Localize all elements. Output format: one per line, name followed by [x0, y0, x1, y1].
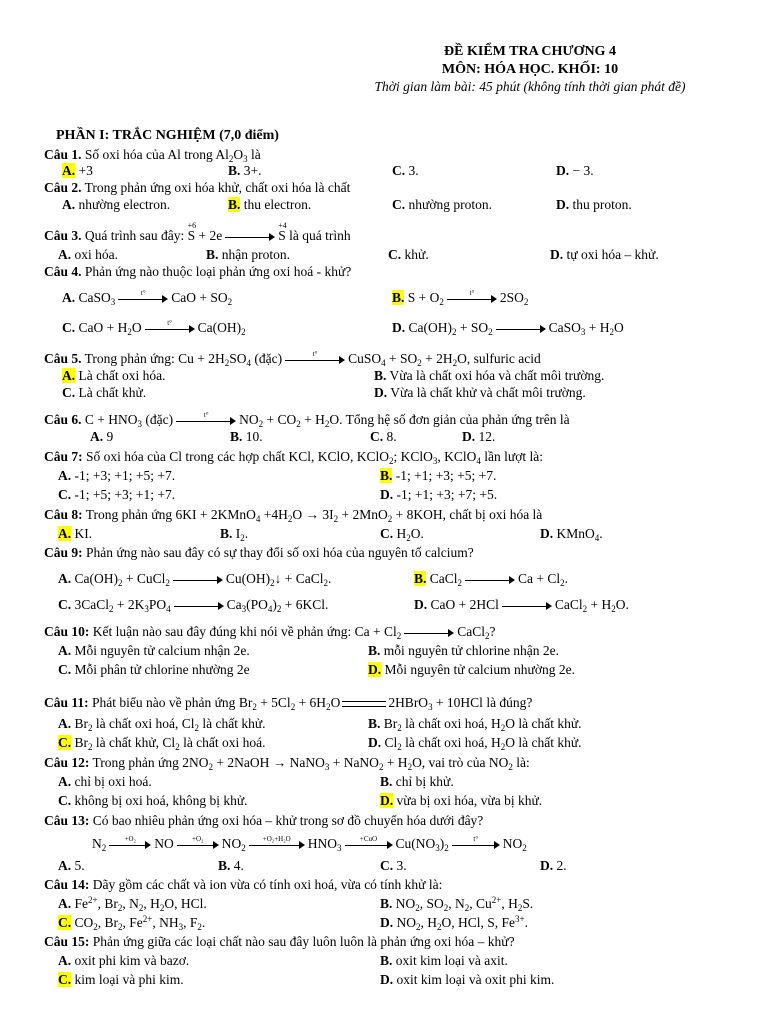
q1-option-b[interactable]: B. 3+. — [228, 163, 262, 178]
q12-option-c[interactable]: C. không bị oxi hoá, không bị khử. — [58, 793, 248, 808]
q2-option-c[interactable]: C. nhường proton. — [392, 197, 492, 212]
q6-option-b[interactable]: B. 10. — [230, 429, 263, 444]
question-5: Câu 5. Trong phản ứng: $Cu + 2H_2SO_4$ (đặc) t° CuSO$_4$ + $SO_2 + 2H_2O$, sulfuric acid — [44, 349, 541, 368]
q10-option-d[interactable]: D. Mỗi nguyên tử calcium nhường 2e. — [368, 662, 575, 677]
q9-option-a[interactable]: A. $Ca(OH)_2$ + CuCl$_2$ $Cu(OH)_2↓$ + CaCl$_2$. — [58, 571, 332, 588]
question-8: Câu 8: Trong phản ứng 6KI + 2KMnO$_4$ $+4H_2O \to 3I_2 + 2MnO_2 + 8KOH$, chất bị oxi hóa là — [44, 507, 543, 524]
question-2: Câu 2. Trong phản ứng oxi hóa khử, chất oxi hóa là chất — [44, 180, 351, 195]
q14-option-a[interactable]: A. $Fe^{2+}$, $Br_2$, $N_2$, $H_2O$, HCl. — [58, 895, 207, 913]
q5-option-c[interactable]: C. Là chất khử. — [62, 385, 147, 400]
q4-option-d[interactable]: D. $Ca(OH)_2 + SO_2$ CaSO$_3$ + $H_2O$ — [392, 320, 624, 337]
question-11: Câu 11: Phát biểu nào về phản ứng $Br_2 + 5Cl_2 + 6H_2O$ 2HBrO$_3$ + 10HCl là đúng? — [44, 695, 533, 712]
q10-option-a[interactable]: A. Mỗi nguyên tử calcium nhận 2e. — [58, 643, 250, 658]
question-4: Câu 4. Phản ứng nào thuộc loại phản ứng oxi hoá - khử? — [44, 264, 352, 279]
q11-option-b[interactable]: B. $Br_2$ là chất oxi hoá, $H_2O$ là chất khử. — [368, 716, 582, 733]
question-14: Câu 14: Dãy gồm các chất và ion vừa có tính oxi hoá, vừa có tính khử là: — [44, 877, 443, 892]
q5-option-a[interactable]: A. Là chất oxi hóa. — [62, 368, 166, 383]
question-1: Câu 1. Số oxi hóa của Al trong $Al_2O_3$ là — [44, 147, 261, 164]
q13-option-c[interactable]: C. 3. — [380, 858, 407, 873]
exam-time: Thời gian làm bài: 45 phút (không tính thời gian phát đề) — [374, 79, 686, 94]
q15-option-c[interactable]: C. kim loại và phi kim. — [58, 972, 184, 987]
question-6: Câu 6. $C + HNO_3$ (đặc) t° $NO_2 + CO_2 + H_2O$. Tổng hệ số đơn giản của phản ứng trên là — [44, 410, 570, 429]
q9-option-d[interactable]: D. CaO + 2HCl CaCl$_2$ + $H_2O$. — [414, 597, 629, 614]
q4-option-c[interactable]: C. CaO + $H_2O$ t° $Ca(OH)_2$ — [62, 318, 246, 337]
q8-option-d[interactable]: D. KMnO$_4$. — [540, 526, 603, 543]
q5-option-b[interactable]: B. Vừa là chất oxi hóa và chất môi trường. — [374, 368, 605, 383]
q15-option-d[interactable]: D. oxit kim loại và oxit phi kim. — [380, 972, 555, 987]
q6-option-c[interactable]: C. 8. — [370, 429, 397, 444]
q1-option-a[interactable]: A. +3 — [62, 163, 93, 178]
q9-option-c[interactable]: C. 3CaCl$_2$ + $2K_3PO_4$ $Ca_3(PO_4)_2 + 6KCl$. — [58, 597, 329, 614]
q11-option-c[interactable]: C. $Br_2$ là chất khử, $Cl_2$ là chất oxi hoá. — [58, 735, 266, 752]
q12-option-b[interactable]: B. chỉ bị khử. — [380, 774, 454, 789]
q11-option-a[interactable]: A. $Br_2$ là chất oxi hoá, $Cl_2$ là chất khử. — [58, 716, 266, 733]
question-12: Câu 12: Trong phản ứng $2NO_2$ + 2NaOH → NaNO$_3$ + NaNO$_2$ + $H_2O$, vai trò của $NO_2$ là: — [44, 755, 530, 772]
question-9: Câu 9: Phản ứng nào sau đây có sự thay đổi số oxi hóa của nguyên tố calcium? — [44, 545, 474, 560]
q7-option-c[interactable]: C. -1; +5; +3; +1; +7. — [58, 487, 176, 502]
q7-option-a[interactable]: A. -1; +3; +1; +5; +7. — [58, 468, 176, 483]
q10-option-b[interactable]: B. mỗi nguyên tử chlorine nhận 2e. — [368, 643, 560, 658]
q2-option-a[interactable]: A. nhường electron. — [62, 197, 171, 212]
q15-option-b[interactable]: B. oxit kim loại và axit. — [380, 953, 508, 968]
q8-option-c[interactable]: C. $H_2O$. — [380, 526, 424, 543]
exam-subject: MÔN: HÓA HỌC. KHỐI: 10 — [441, 62, 619, 77]
q12-option-a[interactable]: A. chỉ bị oxi hoá. — [58, 774, 152, 789]
q15-option-a[interactable]: A. oxit phi kim và bazơ. — [58, 953, 190, 968]
q3-option-c[interactable]: C. khử. — [388, 247, 429, 262]
q12-option-d[interactable]: D. vừa bị oxi hóa, vừa bị khử. — [380, 793, 543, 808]
q3-option-d[interactable]: D. tự oxi hóa – khử. — [550, 247, 659, 262]
q3-option-b[interactable]: B. nhận proton. — [206, 247, 291, 262]
part-1-heading: PHẦN I: TRẮC NGHIỆM (7,0 điểm) — [56, 128, 279, 143]
q4-option-b[interactable]: B. $S + O_2$ t° $2SO_2$ — [392, 288, 529, 307]
q11-option-d[interactable]: D. $Cl_2$ là chất oxi hoá, $H_2O$ là chất khử. — [368, 735, 582, 752]
q9-option-b[interactable]: B. CaCl$_2$ $Ca + Cl_2$. — [414, 571, 569, 588]
q6-option-a[interactable]: A. 9 — [90, 429, 114, 444]
q10-option-c[interactable]: C. Mỗi phân tử chlorine nhường 2e — [58, 662, 250, 677]
q8-option-a[interactable]: A. KI. — [58, 526, 93, 541]
q2-option-b[interactable]: B. thu electron. — [228, 197, 312, 212]
q8-option-b[interactable]: B. $I_2$. — [220, 526, 249, 543]
q13-option-d[interactable]: D. 2. — [540, 858, 567, 873]
q14-option-c[interactable]: C. $CO_2$, $Br_2$, $Fe^{2+}$, $NH_3$, $F_2$. — [58, 914, 206, 932]
question-3: Câu 3. Quá trình sau đây: +6 S + 2e +4 S là quá trình — [44, 221, 351, 243]
q6-option-d[interactable]: D. 12. — [462, 429, 496, 444]
question-7: Câu 7: Số oxi hóa của Cl trong các hợp chất KCl, KClO, KClO$_2$; KClO$_3$, KClO$_4$ lần lượt là: — [44, 449, 543, 466]
q13-option-b[interactable]: B. 4. — [218, 858, 244, 873]
exam-title: ĐỀ KIỂM TRA CHƯƠNG 4 — [444, 44, 616, 59]
q13-option-a[interactable]: A. 5. — [58, 858, 85, 873]
q7-option-d[interactable]: D. -1; +1; +3; +7; +5. — [380, 487, 498, 502]
q1-option-c[interactable]: C. 3. — [392, 163, 419, 178]
q5-option-d[interactable]: D. Vừa là chất khử và chất môi trường. — [374, 385, 586, 400]
question-15: Câu 15: Phản ứng giữa các loại chất nào sau đây luôn luôn là phản ứng oxi hóa – khử? — [44, 934, 515, 949]
reaction-arrow-icon — [225, 232, 275, 242]
q1-option-d[interactable]: D. − 3. — [556, 163, 594, 178]
q4-option-a[interactable]: A. CaSO$_3$ t° CaO + $SO_2$ — [62, 288, 233, 307]
question-10: Câu 10: Kết luận nào sau đây đúng khi nói về phản ứng: $Ca + Cl_2$ CaCl$_2$? — [44, 624, 496, 641]
conversion-scheme: $N_2$ +O₂ NO +O₂ $NO_2$ +O₂+H₂O $HNO_3$ +CuO $Cu(NO_3)_2$ t° $NO_2$ — [92, 834, 527, 853]
q14-option-d[interactable]: D. $NO_2$, $H_2O$, HCl, S, $Fe^{3+}$. — [380, 914, 528, 932]
q14-option-b[interactable]: B. $NO_2$, $SO_2$, $N_2$, $Cu^{2+}$, $H_2S$. — [380, 895, 534, 913]
q7-option-b[interactable]: B. -1; +1; +3; +5; +7. — [380, 468, 497, 483]
q3-option-a[interactable]: A. oxi hóa. — [58, 247, 118, 262]
question-13: Câu 13: Có bao nhiêu phản ứng oxi hóa – khử trong sơ đồ chuyển hóa dưới đây? — [44, 813, 484, 828]
equilibrium-arrow-icon — [342, 699, 386, 709]
q2-option-d[interactable]: D. thu proton. — [556, 197, 632, 212]
